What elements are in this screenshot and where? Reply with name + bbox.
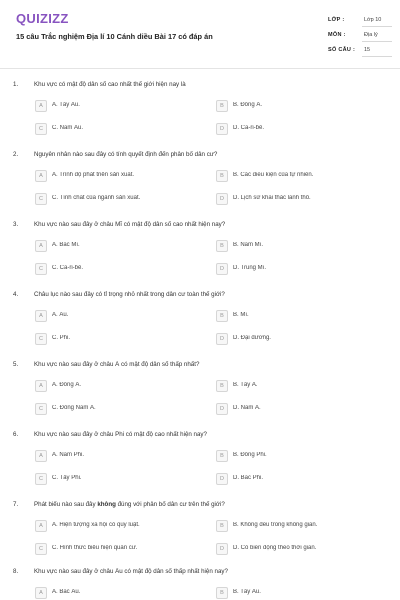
option-d[interactable] [216,403,366,417]
option-text: C. Nam Âu. [52,125,84,131]
option-letter: D [216,263,228,275]
question-6 [0,431,400,491]
option-c[interactable] [35,473,185,487]
option-d[interactable] [216,263,366,277]
option-letter: D [216,333,228,345]
question-number: 2. [13,151,19,158]
option-text: A. Âu. [52,312,69,318]
option-a[interactable] [35,310,185,324]
option-b[interactable] [216,170,366,184]
option-b[interactable] [216,240,366,254]
option-d[interactable] [216,123,366,137]
option-c[interactable] [35,543,185,557]
option-text: C. Tây Phi. [52,475,82,481]
question-1 [0,81,400,141]
option-text: B. Đông Á. [233,102,263,108]
question-text-before: Phát biểu nào sau đây [34,501,98,508]
option-c[interactable] [35,333,185,347]
option-letter: C [35,473,47,485]
option-letter: C [35,403,47,415]
option-text: C. Tính chất của ngành sản xuất. [52,195,141,201]
question-number: 7. [13,501,19,508]
question-text: Nguyên nhân nào sau đây có tính quyết định đến phân bố dân cư? [34,151,218,158]
option-text: B. Đông Phi. [233,452,267,458]
option-letter: A [35,240,47,252]
option-a[interactable] [35,450,185,464]
page-title: 15 câu Trắc nghiệm Địa lí 10 Cánh diều Bài 17 có đáp án [16,32,213,41]
option-letter: B [216,450,228,462]
option-d[interactable] [216,193,366,207]
option-text: D. Ca-ri-bê. [233,125,265,131]
option-letter: B [216,310,228,322]
option-b[interactable] [216,587,366,600]
option-letter: C [35,263,47,275]
option-letter: D [216,543,228,555]
option-text: B. Các điều kiện của tự nhiên. [233,172,314,178]
meta-class [328,14,392,27]
option-text: B. Không đều trong không gian. [233,522,318,528]
question-text: Khu vực nào sau đây ở châu Âu có mật độ dân số thấp nhất hiện nay? [34,568,228,575]
option-text: B. Tây Âu. [233,589,261,595]
question-2 [0,151,400,211]
option-c[interactable] [35,403,185,417]
option-c[interactable] [35,193,185,207]
option-text: D. Nam Á. [233,405,261,411]
option-letter: D [216,123,228,135]
meta-count-label: SỐ CÂU : [328,47,356,53]
question-number: 5. [13,361,19,368]
option-letter: A [35,587,47,599]
question-number: 8. [13,568,19,575]
option-d[interactable] [216,473,366,487]
option-letter: D [216,473,228,485]
option-letter: C [35,193,47,205]
meta-subject-value: Địa lý [364,32,378,38]
meta-class-label: LỚP : [328,17,345,23]
option-letter: A [35,380,47,392]
meta-count-underline [362,56,392,57]
option-a[interactable] [35,520,185,534]
option-text: B. Mĩ. [233,312,249,318]
meta-subject [328,29,392,42]
option-text: B. Tây Á. [233,382,258,388]
option-letter: B [216,520,228,532]
question-text: Khu vực nào sau đây ở châu Phi có mật độ cao nhất hiện nay? [34,431,207,438]
option-a[interactable] [35,587,185,600]
option-text: C. Hình thức biểu hiện quần cư. [52,545,138,551]
option-a[interactable] [35,100,185,114]
worksheet-header [0,0,400,70]
option-letter: C [35,123,47,135]
option-b[interactable] [216,520,366,534]
question-text [34,501,384,508]
option-b[interactable] [216,380,366,394]
quizizz-logo: QUIZIZZ [16,11,69,26]
option-letter: A [35,310,47,322]
question-5 [0,361,400,421]
option-letter: D [216,193,228,205]
option-text: D. Lịch sử khai thác lãnh thổ. [233,195,311,201]
option-d[interactable] [216,543,366,557]
question-number: 1. [13,81,19,88]
question-text-emphasis: không [97,501,116,508]
option-letter: B [216,240,228,252]
option-letter: A [35,170,47,182]
option-text: C. Ca-ri-bê. [52,265,84,271]
option-d[interactable] [216,333,366,347]
option-text: A. Bắc Âu. [52,589,81,595]
option-letter: A [35,100,47,112]
option-b[interactable] [216,450,366,464]
option-text: A. Tây Âu. [52,102,80,108]
option-letter: C [35,543,47,555]
option-text: A. Đông Á. [52,382,82,388]
question-8 [0,568,400,600]
question-text-after: đúng với phân bố dân cư trên thế giới? [115,501,225,508]
meta-class-value: Lớp 10 [364,17,382,23]
question-number: 6. [13,431,19,438]
option-text: C. Đông Nam Á. [52,405,96,411]
option-text: D. Đại dương. [233,335,271,341]
option-text: B. Nam Mĩ. [233,242,264,248]
meta-class-underline [362,26,392,27]
option-letter: B [216,170,228,182]
question-text: Châu lục nào sau đây có tỉ trọng nhỏ nhất trong dân cư toàn thế giới? [34,291,225,298]
question-number: 4. [13,291,19,298]
option-letter: B [216,380,228,392]
option-a[interactable] [35,380,185,394]
option-letter: D [216,403,228,415]
option-letter: A [35,450,47,462]
question-text: Khu vực nào sau đây ở châu Mĩ có mật độ dân số cao nhất hiện nay? [34,221,226,228]
option-letter: C [35,333,47,345]
option-letter: B [216,100,228,112]
option-text: D. Có biến động theo thời gian. [233,545,317,551]
option-c[interactable] [35,263,185,277]
meta-subject-underline [362,41,392,42]
question-number: 3. [13,221,19,228]
option-text: C. Phi. [52,335,71,341]
option-text: A. Bắc Mĩ. [52,242,80,248]
option-b[interactable] [216,310,366,324]
option-letter: B [216,587,228,599]
question-7 [0,501,400,561]
meta-count-value: 15 [364,47,371,53]
meta-count [328,44,392,57]
option-text: A. Nam Phi. [52,452,85,458]
option-text: A. Hiện tượng xã hội có quy luật. [52,522,140,528]
header-divider [0,68,400,69]
option-a[interactable] [35,170,185,184]
option-letter: A [35,520,47,532]
option-b[interactable] [216,100,366,114]
option-text: A. Trình độ phát triển sản xuất. [52,172,135,178]
option-text: D. Bắc Phi. [233,475,264,481]
question-text: Khu vực có mật độ dân số cao nhất thế giới hiện nay là [34,81,186,88]
meta-subject-label: MÔN : [328,32,346,38]
option-c[interactable] [35,123,185,137]
option-a[interactable] [35,240,185,254]
question-3 [0,221,400,281]
question-text: Khu vực nào sau đây ở châu Á có mật độ dân số thấp nhất? [34,361,200,368]
option-text: D. Trung Mĩ. [233,265,267,271]
question-4 [0,291,400,351]
